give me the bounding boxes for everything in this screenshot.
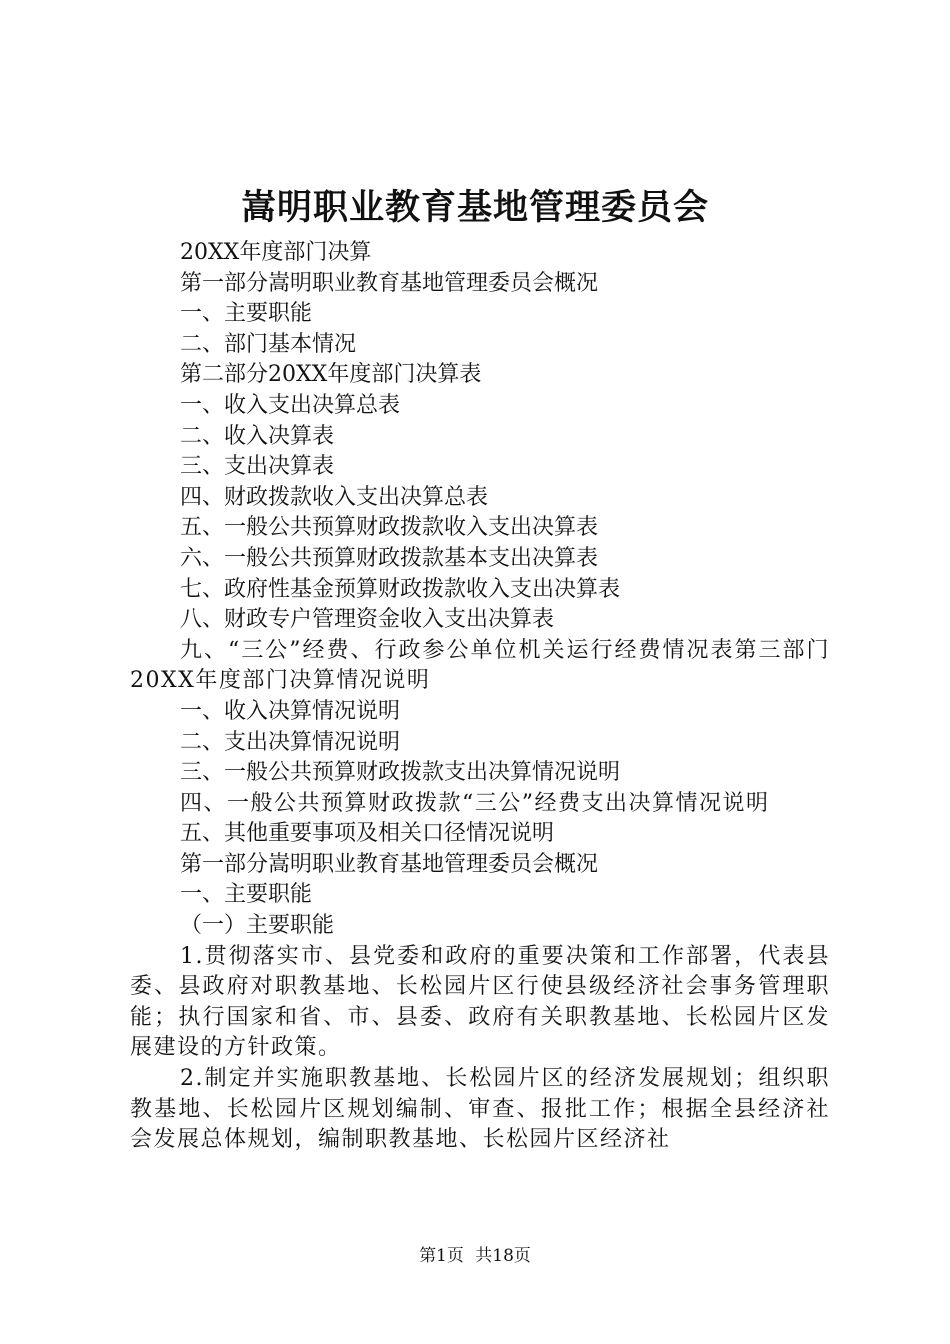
text-line: 五、其他重要事项及相关口径情况说明 bbox=[180, 821, 555, 847]
document-title: 嵩明职业教育基地管理委员会 bbox=[240, 187, 709, 228]
text-line: 第二部分20XX年度部门决算表 bbox=[180, 362, 482, 388]
page-footer bbox=[0, 1244, 950, 1268]
text-line: 三、一般公共预算财政拨款支出决算情况说明 bbox=[180, 760, 621, 786]
document-body bbox=[130, 238, 830, 1156]
text-line: 八、财政专户管理资金收入支出决算表 bbox=[180, 607, 555, 633]
text-line: 第一部分嵩明职业教育基地管理委员会概况 bbox=[180, 851, 599, 877]
text-line: 一、收入支出决算总表 bbox=[180, 392, 401, 418]
page-total: 共18页 bbox=[475, 1246, 531, 1266]
text-line: 五、一般公共预算财政拨款收入支出决算表 bbox=[180, 515, 599, 541]
paragraph-item-2: 2.制定并实施职教基地、长松园片区的经济发展规划；组织职教基地、长松园片区规划编制、审查、报批工作；根据全县经济社会发展总体规划，编制职教基地、长松园片区经济社 bbox=[130, 1066, 830, 1153]
text-line: 四、财政拨款收入支出决算总表 bbox=[180, 484, 489, 510]
text-line: 六、一般公共预算财政拨款基本支出决算表 bbox=[180, 545, 599, 571]
text-line: 一、主要职能 bbox=[180, 301, 313, 327]
text-line: 20XX年度部门决算 bbox=[180, 240, 372, 265]
page-number: 第1页 bbox=[419, 1246, 464, 1266]
text-line: 三、支出决算表 bbox=[180, 454, 335, 480]
paragraph-item-1: 1.贯彻落实市、县党委和政府的重要决策和工作部署，代表县委、县政府对职教基地、长松园片区行使县级经济社会事务管理职能；执行国家和省、市、县委、政府有关职教基地、长松园片区发展建设的方针政策。 bbox=[130, 943, 830, 1061]
text-line: 一、主要职能 bbox=[180, 882, 313, 908]
text-line: 二、收入决算表 bbox=[180, 423, 335, 449]
text-line: 一、收入决算情况说明 bbox=[180, 698, 401, 724]
text-line: 七、政府性基金预算财政拨款收入支出决算表 bbox=[180, 576, 621, 602]
text-line: （一）主要职能 bbox=[180, 913, 335, 939]
text-line: 二、部门基本情况 bbox=[180, 331, 357, 357]
text-line: 第一部分嵩明职业教育基地管理委员会概况 bbox=[180, 270, 599, 296]
paragraph-section-nine: 九、“三公”经费、行政参公单位机关运行经费情况表第三部门20XX年度部门决算情况说明 bbox=[130, 637, 830, 694]
paragraph-section-four: 四、一般公共预算财政拨款“三公”经费支出决算情况说明 bbox=[180, 790, 770, 816]
text-line: 二、支出决算情况说明 bbox=[180, 729, 401, 755]
